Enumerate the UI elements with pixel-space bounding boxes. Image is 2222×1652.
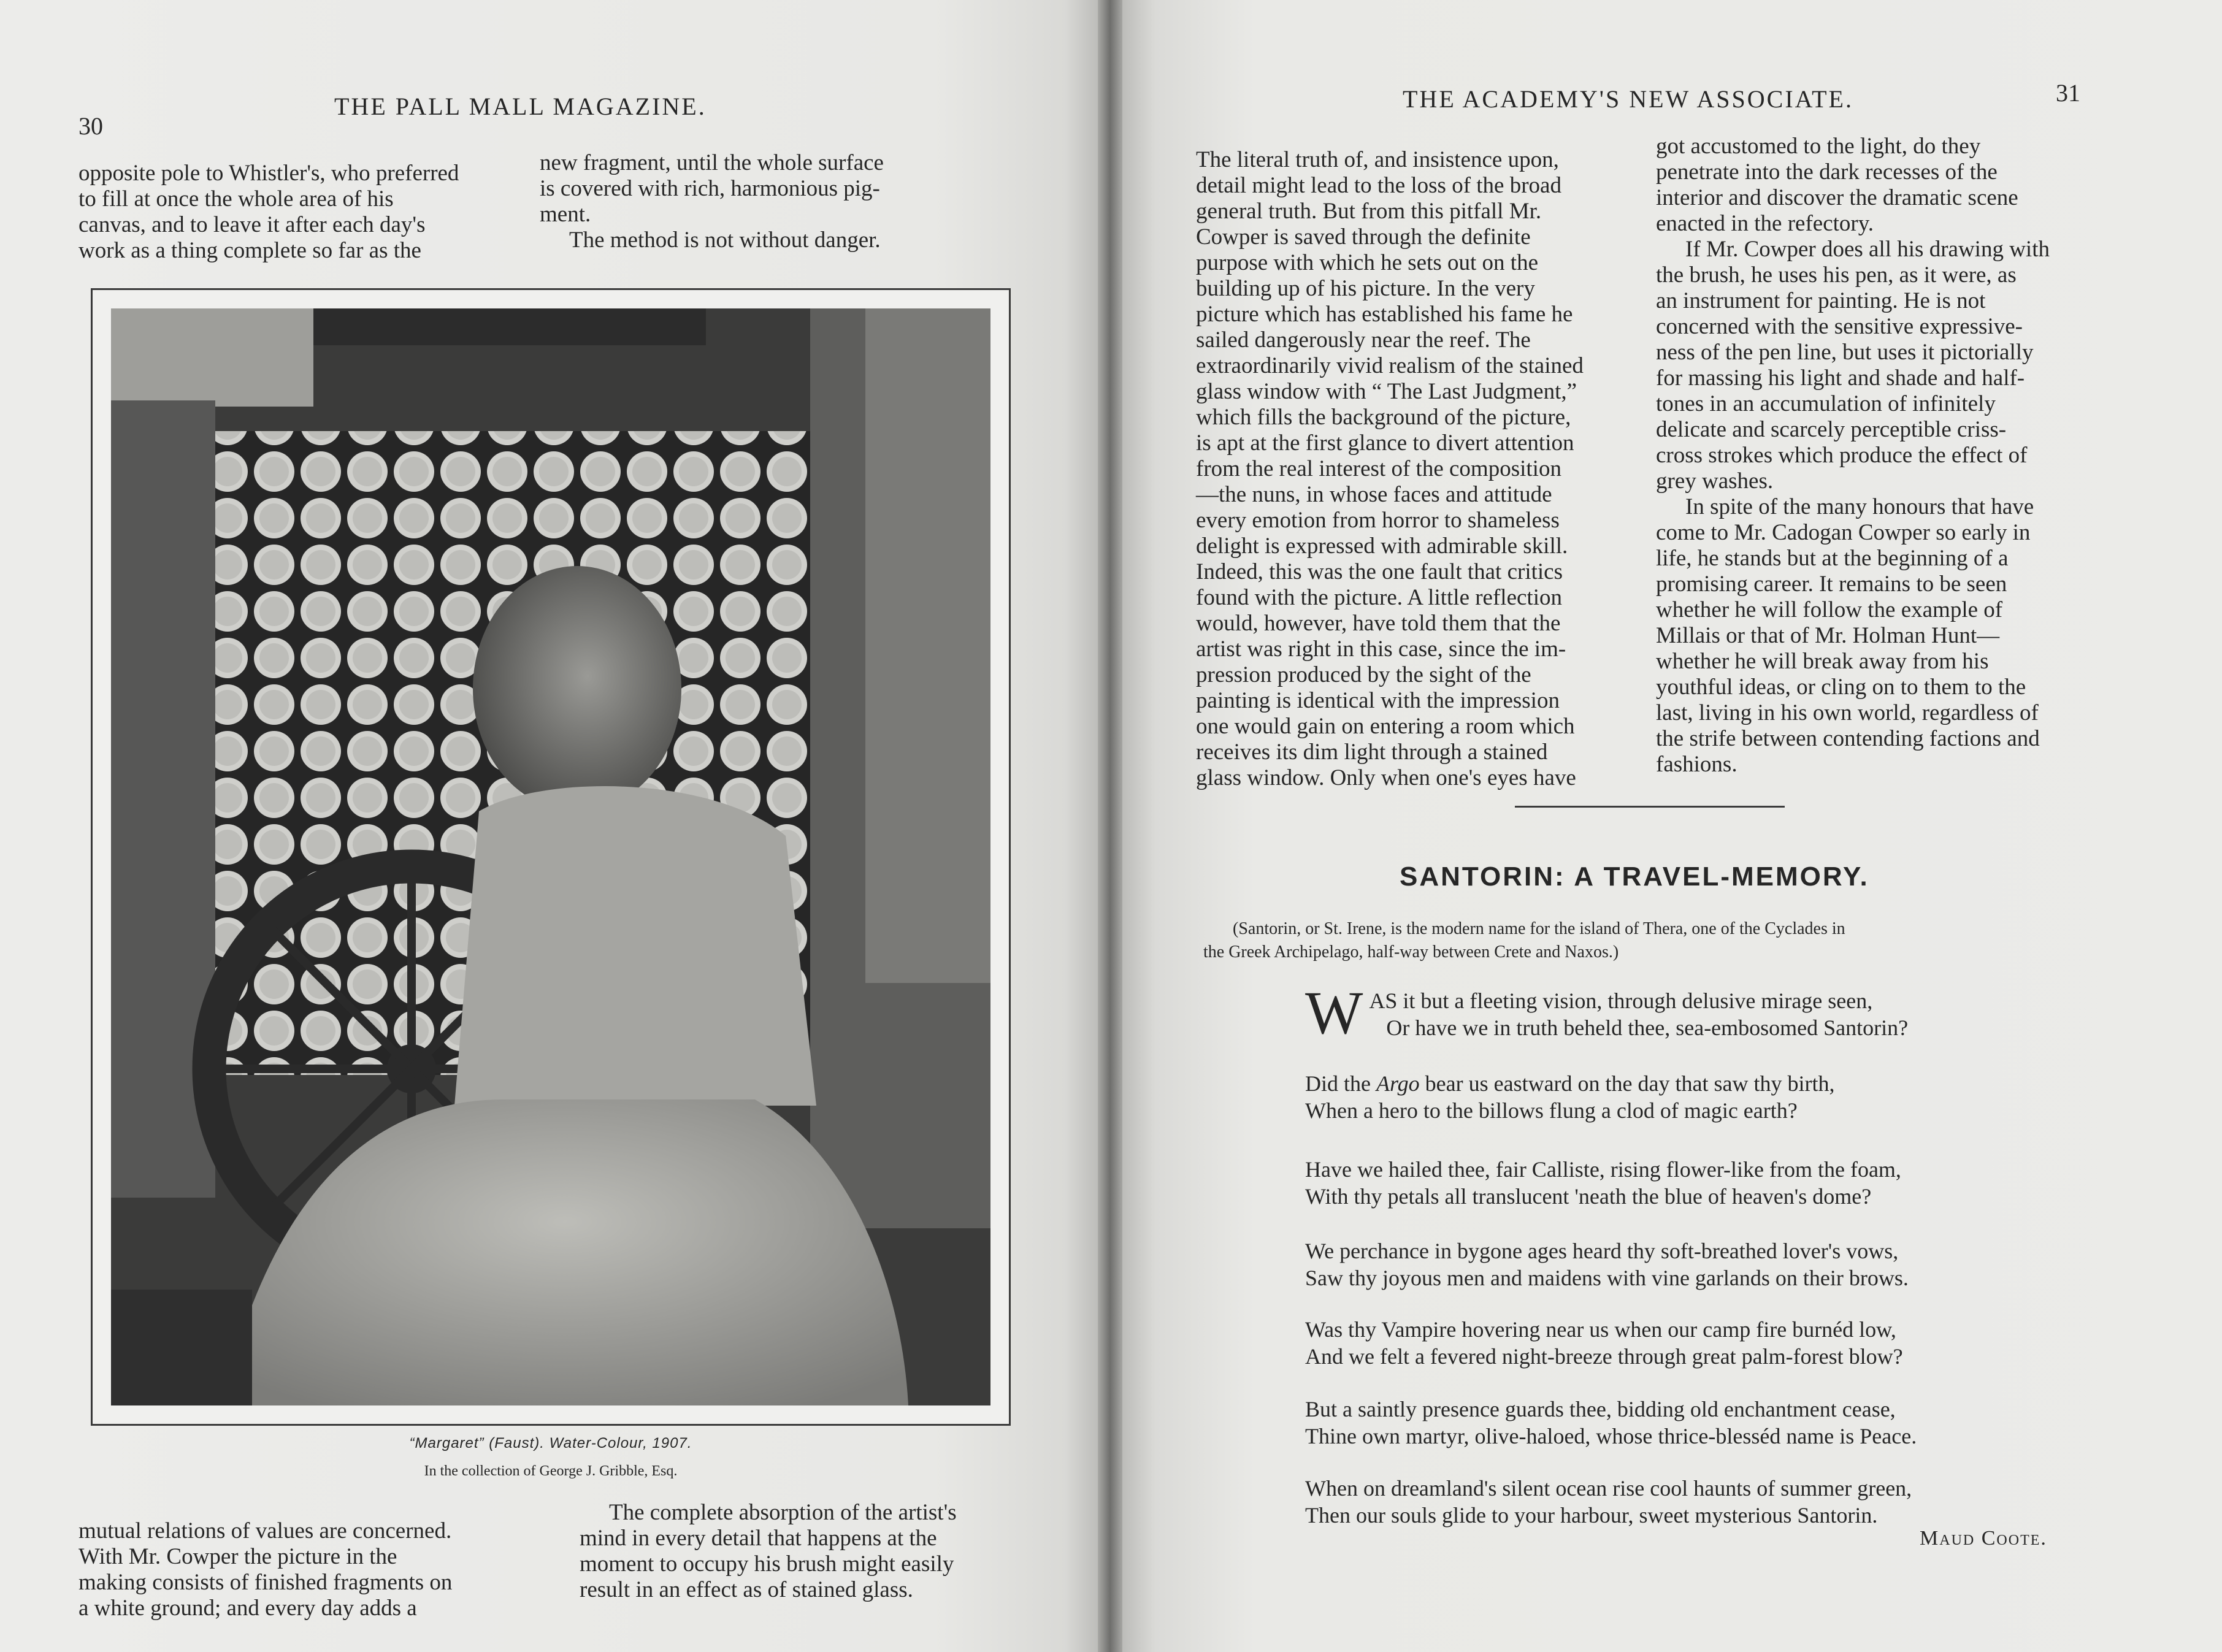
text-line: tones in an accumulation of infinitely (1656, 391, 1996, 416)
poem-stanza (1305, 1070, 1834, 1124)
poem-line: When a hero to the billows flung a clod of magic earth? (1305, 1098, 1798, 1123)
text-line: picture which has established his fame he (1196, 302, 1573, 327)
text-line: every emotion from horror to shameless (1196, 508, 1560, 533)
text-line: new fragment, until the whole surface (540, 150, 884, 175)
running-head: THE ACADEMY'S NEW ASSOCIATE. (1403, 85, 1853, 113)
text-line: from the real interest of the composition (1196, 456, 1561, 481)
text-line: come to Mr. Cadogan Cowper so early in (1656, 520, 2031, 545)
text-line: canvas, and to leave it after each day's (79, 212, 426, 237)
page-number: 31 (2056, 79, 2080, 107)
poem-line: Then our souls glide to your harbour, sweet mysterious Santorin. (1305, 1503, 1878, 1528)
poem-line: bear us eastward on the day that saw thy birth, (1419, 1071, 1835, 1096)
poem-title: SANTORIN: A TRAVEL-MEMORY. (1400, 862, 1869, 892)
text-line: In spite of the many honours that have (1685, 494, 2034, 519)
text-line: penetrate into the dark recesses of the (1656, 159, 1998, 185)
left-page (0, 0, 1098, 1652)
text-line: ness of the pen line, but uses it pictorially (1656, 340, 2034, 365)
figure-caption-credit: In the collection of George J. Gribble, Esq. (424, 1463, 678, 1479)
poem-line: AS it but a fleeting vision, through delusive mirage seen, (1369, 989, 1873, 1013)
poem-line: Did the (1305, 1071, 1376, 1096)
text-line: last, living in his own world, regardless of (1656, 700, 2039, 725)
poem-line: We perchance in bygone ages heard thy soft-breathed lover's vows, (1305, 1239, 1899, 1263)
text-line: The literal truth of, and insistence upon, (1196, 147, 1559, 172)
ship-name: Argo (1376, 1071, 1420, 1096)
text-line: Cowper is saved through the definite (1196, 224, 1531, 250)
text-line: mind in every detail that happens at the (580, 1526, 937, 1551)
text-line: purpose with which he sets out on the (1196, 250, 1538, 275)
text-line: making consists of finished fragments on (79, 1570, 453, 1595)
text-line: work as a thing complete so far as the (79, 238, 421, 263)
text-line: cross strokes which produce the effect of (1656, 443, 2028, 468)
text-line: moment to occupy his brush might easily (580, 1551, 954, 1577)
poem-author: Maud Coote. (1920, 1527, 2047, 1550)
text-line: life, he stands but at the beginning of a (1656, 546, 2009, 571)
poem-stanza (1305, 1237, 1909, 1291)
drop-cap: W (1305, 979, 1363, 1047)
figure-caption-title: “Margaret” (Faust). Water-Colour, 1907. (409, 1435, 692, 1451)
poem-stanza (1305, 979, 2102, 1047)
text-line: receives its dim light through a stained (1196, 740, 1548, 765)
text-line: sailed dangerously near the reef. The (1196, 327, 1531, 353)
running-head: THE PALL MALL MAGAZINE. (334, 93, 707, 120)
text-line: delicate and scarcely perceptible criss- (1656, 417, 2007, 442)
text-line: enacted in the refectory. (1656, 211, 1874, 236)
text-line: glass window. Only when one's eyes have (1196, 765, 1576, 790)
text-line: The complete absorption of the artist's (609, 1500, 957, 1525)
text-line: would, however, have told them that the (1196, 611, 1561, 636)
poem-line: But a saintly presence guards thee, bidding old enchantment cease, (1305, 1397, 1896, 1421)
text-line: is covered with rich, harmonious pig- (540, 176, 880, 201)
text-column-left (1196, 147, 1628, 791)
poem-introduction (1203, 917, 2099, 964)
text-line: concerned with the sensitive expressive- (1656, 314, 2023, 339)
text-line: youthful ideas, or cling on to them to the (1656, 675, 2026, 700)
text-line: fashions. (1656, 752, 1737, 777)
text-line: for massing his light and shade and half- (1656, 365, 2025, 391)
text-line: the strife between contending factions and (1656, 726, 2040, 751)
poem-line: Saw thy joyous men and maidens with vine garlands on their brows. (1305, 1266, 1909, 1290)
text-line: result in an effect as of stained glass. (580, 1577, 913, 1602)
text-line: promising career. It remains to be seen (1656, 572, 2007, 597)
poem-stanza (1305, 1156, 1901, 1210)
page-number: 30 (79, 112, 103, 140)
poem-line: Have we hailed thee, fair Calliste, rising flower-like from the foam, (1305, 1157, 1901, 1182)
text-line: building up of his picture. In the very (1196, 276, 1535, 301)
text-line: glass window with “ The Last Judgment,” (1196, 379, 1577, 404)
text-column-bottom-left (79, 1518, 548, 1621)
text-line: Indeed, this was the one fault that critics (1196, 559, 1563, 584)
poem-line: And we felt a fevered night-breeze through great palm-forest blow? (1305, 1344, 1903, 1369)
text-line: an instrument for painting. He is not (1656, 288, 1986, 313)
section-divider (1515, 806, 1785, 808)
text-line: mutual relations of values are concerned. (79, 1518, 452, 1543)
text-column-top-right (540, 150, 972, 253)
text-line: one would gain on entering a room which (1196, 714, 1575, 739)
text-line: The method is not without danger. (569, 228, 881, 253)
text-line: is apt at the first glance to divert attention (1196, 430, 1574, 456)
text-column-top-left (79, 161, 511, 264)
poem-stanza (1305, 1396, 1917, 1450)
text-column-right (1656, 134, 2088, 778)
text-line: a white ground; and every day adds a (79, 1596, 417, 1621)
poem-line: With thy petals all translucent 'neath the blue of heaven's dome? (1305, 1184, 1872, 1209)
text-line: pression produced by the sight of the (1196, 662, 1531, 687)
intro-line: (Santorin, or St. Irene, is the modern name for the island of Thera, one of the Cyclades in (1233, 919, 1845, 938)
illustration-plate (91, 288, 1011, 1426)
text-line: to fill at once the whole area of his (79, 186, 394, 212)
text-line: general truth. But from this pitfall Mr. (1196, 199, 1542, 224)
text-column-bottom-right (580, 1500, 1012, 1603)
text-line: extraordinarily vivid realism of the stained (1196, 353, 1584, 378)
poem-stanza (1305, 1316, 1903, 1370)
text-line: which fills the background of the picture, (1196, 405, 1571, 430)
text-line: painting is identical with the impression (1196, 688, 1560, 713)
text-line: whether he will follow the example of (1656, 597, 2003, 622)
text-line: delight is expressed with admirable skill. (1196, 533, 1568, 559)
portrait-painting-icon (111, 308, 990, 1405)
text-line: opposite pole to Whistler's, who preferred (79, 161, 459, 186)
text-line: got accustomed to the light, do they (1656, 134, 1981, 159)
poem-line: Thine own martyr, olive-haloed, whose thrice-blesséd name is Peace. (1305, 1424, 1917, 1448)
poem-line: Or have we in truth beheld thee, sea-embosomed Santorin? (1386, 1015, 1909, 1040)
text-line: detail might lead to the loss of the broad (1196, 173, 1561, 198)
text-line: With Mr. Cowper the picture in the (79, 1544, 397, 1569)
text-line: interior and discover the dramatic scene (1656, 185, 2018, 210)
text-line: grey washes. (1656, 468, 1774, 494)
poem-line: When on dreamland's silent ocean rise cool haunts of summer green, (1305, 1476, 1912, 1501)
text-line: ment. (540, 202, 591, 227)
text-line: Millais or that of Mr. Holman Hunt— (1656, 623, 2000, 648)
book-gutter (1098, 0, 1122, 1652)
text-line: found with the picture. A little reflection (1196, 585, 1562, 610)
text-line: the brush, he uses his pen, as it were, as (1656, 262, 2017, 288)
text-line: artist was right in this case, since the im- (1196, 637, 1566, 662)
text-line: If Mr. Cowper does all his drawing with (1685, 237, 2050, 262)
poem-line: Was thy Vampire hovering near us when our camp fire burnéd low, (1305, 1317, 1896, 1342)
poem-stanza (1305, 1475, 1912, 1529)
intro-line: the Greek Archipelago, half-way between Crete and Naxos.) (1203, 943, 1619, 962)
text-line: —the nuns, in whose faces and attitude (1196, 482, 1552, 507)
text-line: whether he will break away from his (1656, 649, 1989, 674)
